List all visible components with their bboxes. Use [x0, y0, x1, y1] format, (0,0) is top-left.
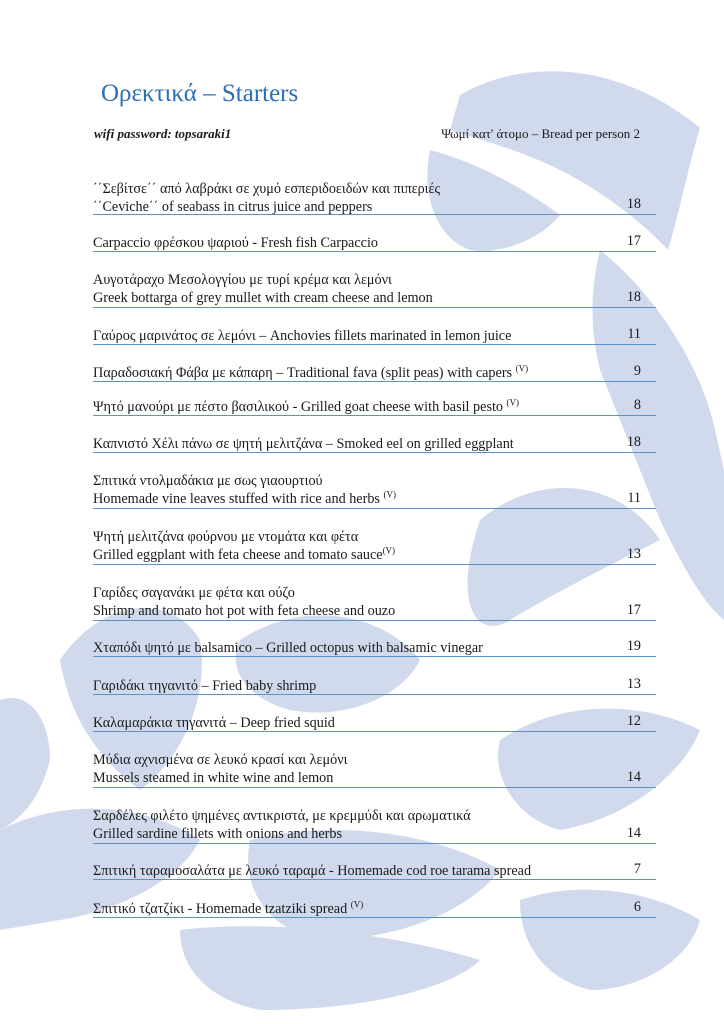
item-line: ΄΄Ceviche΄΄ of seabass in citrus juice and peppers: [93, 199, 373, 215]
item-line: Γαύρος μαρινάτος σε λεμόνι – Anchovies fillets marinated in lemon juice: [93, 328, 512, 344]
item-line: Carpaccio φρέσκου ψαριού - Fresh fish Carpaccio: [93, 235, 378, 251]
item-line: ΄΄Σεβίτσε΄΄ από λαβράκι σε χυμό εσπεριδοειδών και πιπεριές: [93, 181, 441, 197]
item-line: Αυγοτάραχο Μεσολογγίου με τυρί κρέμα και λεμόνι: [93, 272, 392, 288]
item-text: Παραδοσιακή Φάβα με κάπαρη – Traditional fava (split peas) with capers: [93, 365, 513, 381]
item-price: 17: [626, 233, 641, 249]
item-line: Σπιτικά ντολμαδάκια με σως γιαουρτιού: [93, 473, 323, 489]
item-text: Σπιτικό τζατζίκι - Homemade tzatziki spread: [93, 901, 348, 917]
item-line: [93, 364, 656, 382]
item-price: 19: [626, 638, 641, 654]
menu-item: [93, 271, 656, 308]
bread-charge: Ψωμί κατ' άτομο – Bread per person 2: [441, 126, 640, 141]
menu-item: [93, 807, 656, 844]
item-price: 11: [627, 326, 641, 342]
item-line: Γαριδάκι τηγανιτό – Fried baby shrimp: [93, 678, 317, 694]
item-line: Γαρίδες σαγανάκι με φέτα και ούζο: [93, 585, 295, 601]
item-price: 12: [626, 713, 641, 729]
item-line: [93, 490, 656, 508]
vegetarian-tag: (V): [506, 397, 520, 408]
item-price: 13: [626, 676, 641, 692]
item-text: Grilled eggplant with feta cheese and tomato sauce: [93, 547, 383, 563]
item-line: Grilled sardine fillets with onions and herbs: [93, 826, 343, 842]
item-price: 9: [633, 363, 641, 379]
item-line: Σαρδέλες φιλέτο ψημένες αντικριστά, με κρεμμύδι και αρωματικά: [93, 808, 471, 824]
item-line: Ψητή μελιτζάνα φούρνου με ντομάτα και φέτα: [93, 529, 359, 545]
item-price: 17: [626, 602, 641, 618]
menu-item: [93, 528, 656, 565]
vegetarian-tag: (V): [383, 489, 396, 500]
menu-item: [93, 677, 656, 695]
item-price: 18: [626, 196, 641, 212]
item-line: [93, 546, 656, 564]
menu-item: [93, 751, 656, 788]
vegetarian-tag: (V): [515, 363, 529, 374]
vegetarian-tag: (V): [382, 545, 396, 556]
item-line: Σπιτική ταραμοσαλάτα με λευκό ταραμά - Homemade cod roe tarama spread: [93, 863, 532, 879]
vegetarian-tag: (V): [350, 899, 364, 910]
wifi-password: wifi password: topsaraki1: [94, 126, 232, 141]
item-line: Mussels steamed in white wine and lemon: [93, 770, 334, 786]
menu-item: [93, 180, 656, 215]
item-line: Καπνιστό Χέλι πάνω σε ψητή μελιτζάνα – Smoked eel on grilled eggplant: [93, 436, 514, 452]
item-price: 8: [633, 397, 641, 413]
item-price: 11: [627, 490, 641, 506]
menu-item: [93, 714, 656, 732]
menu-item: [93, 584, 656, 621]
item-price: 6: [633, 899, 641, 915]
menu-item: [93, 900, 656, 918]
item-text: Homemade vine leaves stuffed with rice and herbs: [93, 491, 380, 507]
item-line: Shrimp and tomato hot pot with feta cheese and ouzo: [93, 603, 396, 619]
item-price: 18: [626, 289, 641, 305]
menu-item: [93, 435, 656, 453]
item-line: [93, 900, 656, 918]
menu-item: [93, 398, 656, 416]
item-text: Ψητό μανούρι με πέστο βασιλικού - Grilled goat cheese with basil pesto: [93, 399, 503, 415]
item-line: [93, 398, 656, 416]
item-line: Χταπόδι ψητό με balsamico – Grilled octopus with balsamic vinegar: [93, 640, 483, 656]
item-line: Μύδια αχνισμένα σε λευκό κρασί και λεμόνι: [93, 752, 348, 768]
menu-item: [93, 639, 656, 657]
item-price: 14: [626, 825, 641, 841]
menu-item: [93, 862, 656, 880]
page-title: Ορεκτικά – Starters: [101, 80, 299, 107]
item-price: 13: [626, 546, 641, 562]
item-line: Greek bottarga of grey mullet with cream cheese and lemon: [93, 290, 433, 306]
item-line: Καλαμαράκια τηγανιτά – Deep fried squid: [93, 715, 335, 731]
menu-item: [93, 327, 656, 345]
menu-item: [93, 234, 656, 252]
item-price: 7: [633, 861, 641, 877]
item-price: 14: [626, 769, 641, 785]
menu-item: [93, 472, 656, 509]
menu-item: [93, 364, 656, 382]
item-price: 18: [626, 434, 641, 450]
